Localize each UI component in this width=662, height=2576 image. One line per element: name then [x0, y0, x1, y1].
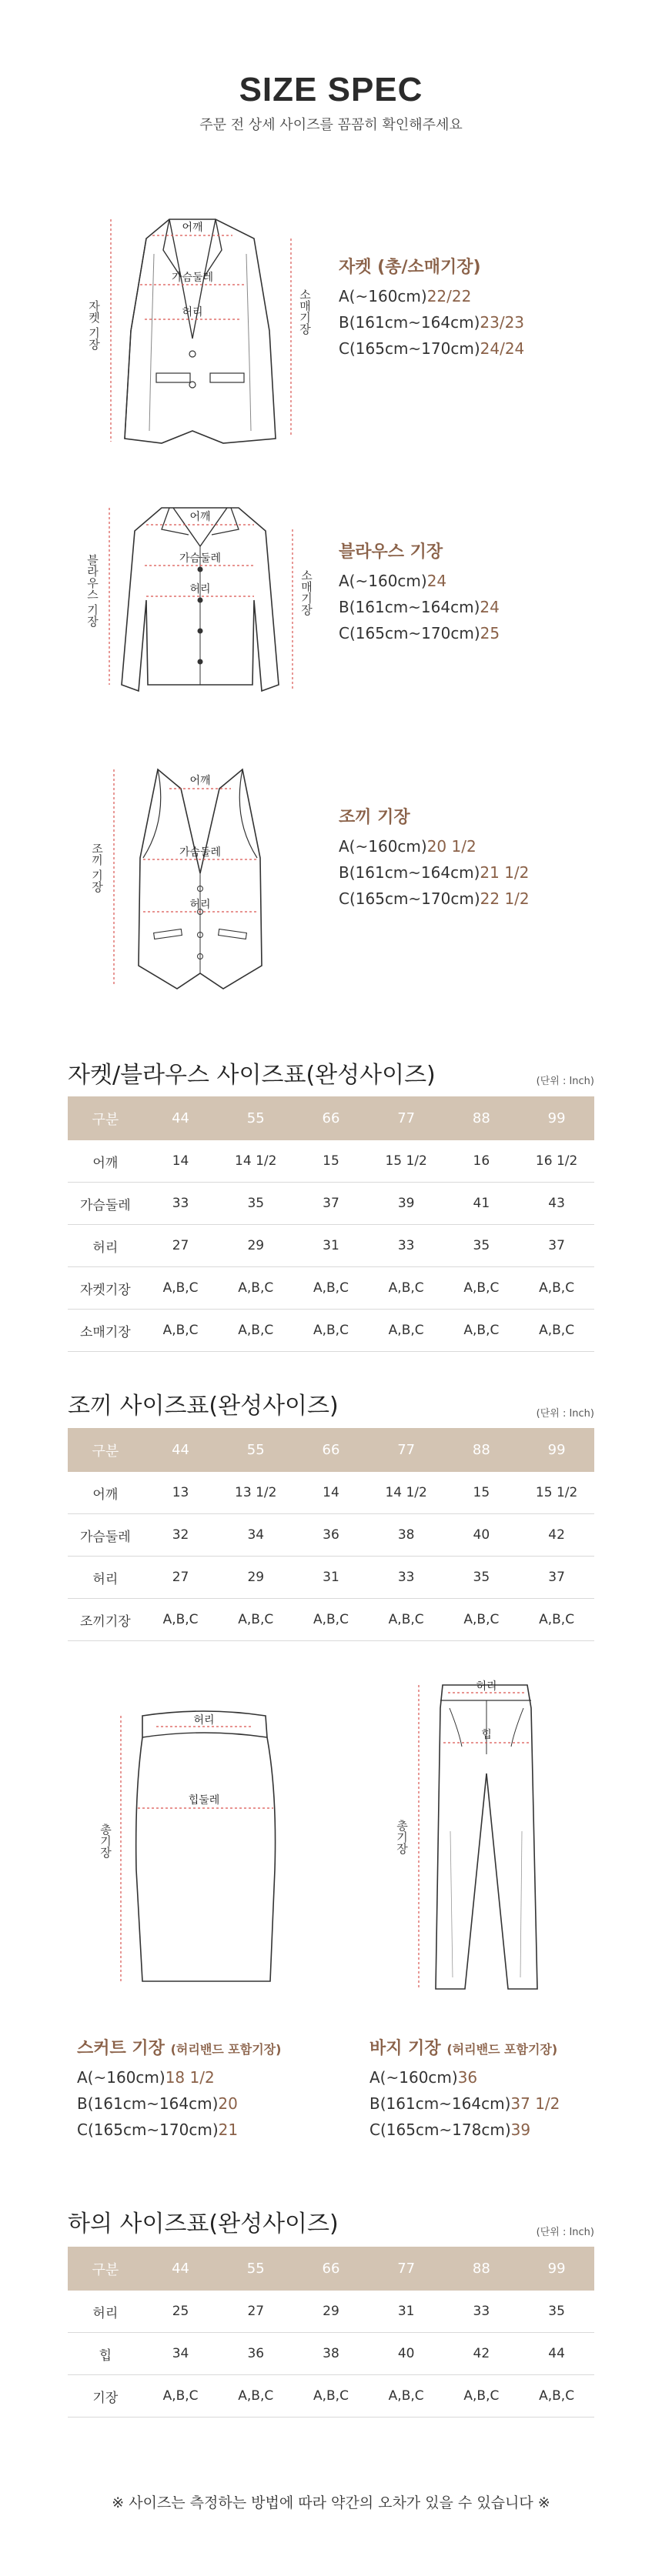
- jacket-spec-row: C(165cm~170cm)24/24: [339, 339, 525, 358]
- vest-shoulder-label: 어깨: [189, 775, 211, 787]
- vest-size-table-unit: (단위 : Inch): [536, 1408, 594, 1420]
- table-header-row: 구분 44 55 66 77 88 99: [68, 2247, 594, 2291]
- blouse-shoulder-label: 어깨: [189, 511, 211, 523]
- table-row: 자켓기장 A,B,C A,B,C A,B,C A,B,C A,B,C A,B,C: [68, 1267, 594, 1310]
- vest-spec-row: C(165cm~170cm)22 1/2: [339, 889, 530, 908]
- pants-hip-label: 힙: [481, 1729, 492, 1741]
- pants-illustration: [385, 1670, 554, 2000]
- jacket-spec-row: B(161cm~164cm)23/23: [339, 313, 525, 332]
- table-row: 힙 34 36 38 40 42 44: [68, 2333, 594, 2375]
- table-row: 허리 27 29 31 33 35 37: [68, 1557, 594, 1599]
- table-row: 허리 27 29 31 33 35 37: [68, 1225, 594, 1267]
- footer-note: ※ 사이즈는 측정하는 방법에 따라 약간의 오차가 있을 수 있습니다 ※: [112, 2494, 550, 2511]
- vest-diagram: [77, 758, 323, 996]
- blouse-sleeve-label: 소매기장: [299, 569, 313, 616]
- top-size-table: [68, 1096, 594, 1352]
- vest-length-label: 조끼 기장: [90, 843, 104, 893]
- blouse-spec-heading: 블라우스 기장: [339, 542, 443, 562]
- skirt-spec-row: C(165cm~170cm)21: [77, 2121, 239, 2139]
- jacket-spec-heading: 자켓 (총/소매기장): [339, 258, 481, 277]
- vest-illustration: [77, 758, 323, 996]
- jacket-length-label: 자켓 기장: [87, 300, 101, 350]
- pants-diagram: [385, 1670, 554, 2000]
- jacket-waist-label: 허리: [182, 306, 203, 319]
- pants-spec-row: A(~160cm)36: [369, 2068, 478, 2087]
- pants-waist-label: 허리: [476, 1680, 497, 1693]
- table-row: 허리 25 27 29 31 33 35: [68, 2291, 594, 2333]
- vest-chest-label: 가슴둘레: [179, 846, 222, 859]
- pants-spec-row: C(165cm~178cm)39: [369, 2121, 531, 2139]
- bottom-size-table-unit: (단위 : Inch): [536, 2227, 594, 2238]
- skirt-spec-heading: 스커트 기장 (허리밴드 포함기장): [77, 2039, 282, 2058]
- vest-spec: [339, 804, 530, 916]
- top-size-table-title: 자켓/블라우스 사이즈표(완성사이즈): [68, 1062, 436, 1089]
- table-header-row: 구분 44 55 66 77 88 99: [68, 1428, 594, 1472]
- table-row: 어깨 13 13 1/2 14 14 1/2 15 15 1/2: [68, 1472, 594, 1514]
- table-row: 가슴둘레 33 35 37 39 41 43: [68, 1183, 594, 1225]
- blouse-spec: [339, 539, 500, 650]
- vest-waist-label: 허리: [189, 899, 211, 911]
- skirt-illustration: [81, 1700, 304, 1993]
- blouse-diagram: [77, 492, 323, 723]
- skirt-hip-label: 힙둘레: [188, 1794, 220, 1807]
- skirt-waist-label: 허리: [193, 1714, 215, 1727]
- bottom-size-table-title: 하의 사이즈표(완성사이즈): [68, 2211, 339, 2237]
- jacket-shoulder-label: 어깨: [182, 222, 203, 234]
- table-row: 소매기장 A,B,C A,B,C A,B,C A,B,C A,B,C A,B,C: [68, 1310, 594, 1352]
- table-header-row: 구분 44 55 66 77 88 99: [68, 1096, 594, 1140]
- blouse-spec-row: A(~160cm)24: [339, 572, 447, 590]
- page-title: SIZE SPEC: [239, 71, 423, 108]
- vest-size-table: [68, 1428, 594, 1641]
- vest-spec-row: B(161cm~164cm)21 1/2: [339, 863, 530, 882]
- blouse-chest-label: 가슴둘레: [179, 552, 222, 565]
- jacket-outline: [125, 219, 276, 443]
- pants-length-label: 총기장: [395, 1820, 409, 1854]
- jacket-diagram: [77, 208, 323, 454]
- pants-spec-row: B(161cm~164cm)37 1/2: [369, 2094, 560, 2113]
- skirt-spec: [77, 2035, 281, 2147]
- blouse-spec-row: C(165cm~170cm)25: [339, 624, 500, 642]
- pants-spec-heading: 바지 기장 (허리밴드 포함기장): [369, 2039, 558, 2058]
- table-row: 어깨 14 14 1/2 15 15 1/2 16 16 1/2: [68, 1140, 594, 1183]
- table-row: 가슴둘레 32 34 36 38 40 42: [68, 1514, 594, 1557]
- vest-spec-heading: 조끼 기장: [339, 808, 410, 827]
- jacket-sleeve-label: 소매기장: [298, 289, 312, 335]
- skirt-length-label: 총기장: [99, 1824, 112, 1858]
- jacket-spec: [339, 254, 524, 365]
- blouse-spec-row: B(161cm~164cm)24: [339, 598, 500, 616]
- blouse-illustration: [77, 492, 323, 723]
- jacket-illustration: [77, 208, 323, 454]
- skirt-diagram: [81, 1700, 304, 1993]
- skirt-outline: [136, 1711, 276, 1981]
- jacket-chest-label: 가슴둘레: [171, 272, 214, 284]
- jacket-spec-row: A(~160cm)22/22: [339, 287, 472, 305]
- vest-spec-row: A(~160cm)20 1/2: [339, 837, 476, 856]
- blouse-length-label: 블라우스 기장: [85, 554, 99, 627]
- page-subtitle: 주문 전 상세 사이즈를 꼼꼼히 확인해주세요: [199, 117, 463, 133]
- top-size-table-unit: (단위 : Inch): [536, 1076, 594, 1087]
- skirt-spec-row: A(~160cm)18 1/2: [77, 2068, 215, 2087]
- vest-size-table-title: 조끼 사이즈표(완성사이즈): [68, 1393, 339, 1420]
- table-row: 기장 A,B,C A,B,C A,B,C A,B,C A,B,C A,B,C: [68, 2375, 594, 2418]
- bottom-size-table: [68, 2247, 594, 2418]
- skirt-spec-row: B(161cm~164cm)20: [77, 2094, 238, 2113]
- pants-spec: [369, 2035, 560, 2147]
- table-row: 조끼기장 A,B,C A,B,C A,B,C A,B,C A,B,C A,B,C: [68, 1599, 594, 1641]
- blouse-waist-label: 허리: [189, 583, 211, 596]
